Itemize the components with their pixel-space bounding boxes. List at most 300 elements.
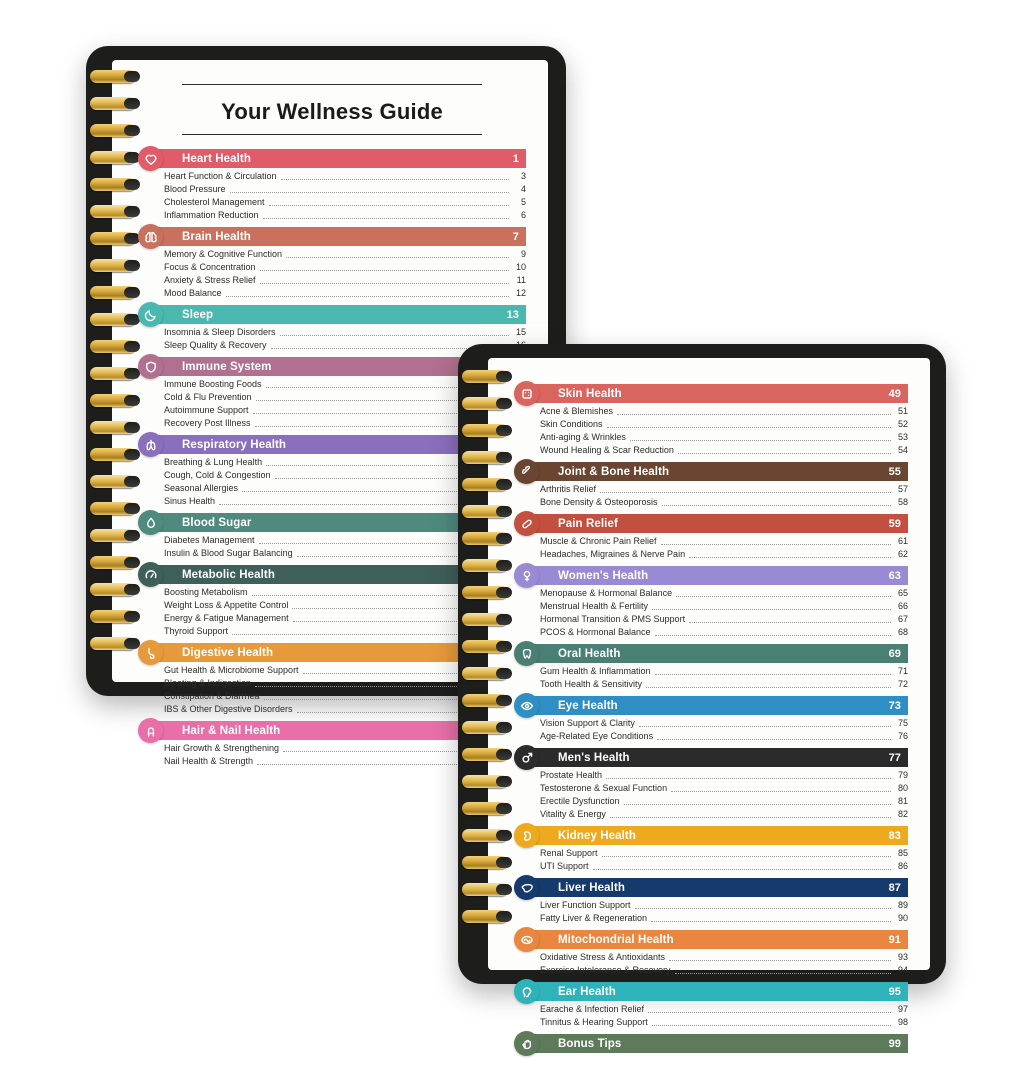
toc-entry-page: 90 — [897, 913, 908, 923]
spiral-ring — [462, 586, 508, 599]
toc-entry[interactable] — [540, 431, 908, 444]
toc-leader-dots — [230, 184, 509, 193]
toc-entry-list — [540, 847, 908, 873]
toc-entry-list — [540, 483, 908, 509]
spiral-ring — [90, 583, 136, 596]
toc-entry-label: Sinus Health — [164, 496, 216, 506]
toc-entry-label: Heart Function & Circulation — [164, 171, 277, 181]
toc-section-title: Kidney Health — [558, 829, 636, 842]
toc-entry-label: Boosting Metabolism — [164, 587, 248, 597]
toc-entry[interactable] — [540, 665, 908, 678]
toc-entry-page: 53 — [897, 432, 908, 442]
spiral-ring — [90, 151, 136, 164]
spiral-ring — [90, 529, 136, 542]
spiral-ring — [90, 286, 136, 299]
spiral-ring — [462, 856, 508, 869]
toc-section-title: Eye Health — [558, 699, 618, 712]
toc-section-header[interactable] — [532, 826, 908, 845]
spiral-ring — [90, 394, 136, 407]
toc-entry-page: 52 — [897, 419, 908, 429]
toc-entry-page: 75 — [897, 718, 908, 728]
droplet-icon — [138, 510, 163, 535]
toc-section — [514, 566, 908, 639]
toc-entry[interactable] — [540, 496, 908, 509]
toc-leader-dots — [652, 1017, 891, 1026]
gauge-icon — [138, 562, 163, 587]
toc-section-bar — [532, 384, 908, 403]
toc-entry-label: Memory & Cognitive Function — [164, 249, 283, 259]
spiral-ring — [462, 775, 508, 788]
toc-entry-page: 58 — [897, 497, 908, 507]
spiral-ring — [90, 637, 136, 650]
toc-section-bar — [156, 227, 526, 246]
spiral-ring — [462, 721, 508, 734]
toc-leader-dots — [600, 484, 891, 493]
toc-leader-dots — [646, 679, 891, 688]
eye-icon — [514, 693, 539, 718]
toc-entry-list — [540, 951, 908, 977]
toc-entry[interactable] — [540, 951, 908, 964]
toc-entry-page: 57 — [897, 484, 908, 494]
toc-section — [514, 644, 908, 691]
toc-entry-label: Earache & Infection Relief — [540, 1004, 645, 1014]
toc-section-title: Brain Health — [182, 230, 251, 243]
toc-entry-label: Energy & Fatigue Management — [164, 613, 289, 623]
spiral-ring — [462, 829, 508, 842]
toc-section-bar — [532, 566, 908, 585]
toc-section-bar — [532, 982, 908, 1001]
toc-section — [514, 748, 908, 821]
spiral-ring — [462, 910, 508, 923]
toc-leader-dots — [662, 497, 891, 506]
toc-leader-dots — [610, 809, 891, 818]
toc-section-header[interactable] — [532, 644, 908, 663]
toc-entry[interactable] — [164, 274, 526, 287]
toc-entry-page: 9 — [520, 249, 526, 259]
toc-entry-label: Wound Healing & Scar Reduction — [540, 445, 674, 455]
toc-section-page: 83 — [888, 829, 901, 842]
toc-entry-label: Insomnia & Sleep Disorders — [164, 327, 276, 337]
spiral-ring — [90, 97, 136, 110]
toc-entry-page: 76 — [897, 731, 908, 741]
shield-icon — [138, 354, 163, 379]
toc-section-page: 7 — [512, 230, 519, 243]
toc-section-page: 59 — [888, 517, 901, 530]
toc-section-header[interactable] — [532, 748, 908, 767]
toc-section-header[interactable] — [156, 305, 526, 324]
toc-entry-label: Skin Conditions — [540, 419, 603, 429]
toc-entry[interactable] — [540, 535, 908, 548]
spiral-ring — [90, 475, 136, 488]
toc-section-title: Respiratory Health — [182, 438, 287, 451]
toc-section-title: Immune System — [182, 360, 272, 373]
toc-leader-dots — [630, 432, 891, 441]
toc-entry[interactable] — [164, 261, 526, 274]
toc-entry-label: Cholesterol Management — [164, 197, 265, 207]
heart-icon — [138, 146, 163, 171]
toc-section-title: Heart Health — [182, 152, 251, 165]
toc-section-page: 1 — [512, 152, 519, 165]
toc-entry-label: Thyroid Support — [164, 626, 229, 636]
toc-entry-list — [540, 587, 908, 639]
toc-section-header[interactable] — [532, 566, 908, 585]
toc-entry-label: Breathing & Lung Health — [164, 457, 263, 467]
spiral-ring — [90, 205, 136, 218]
toc-leader-dots — [648, 1004, 891, 1013]
toc-section-title: Metabolic Health — [182, 568, 275, 581]
toc-entry-label: Tooth Health & Sensitivity — [540, 679, 643, 689]
brain-icon — [138, 224, 163, 249]
toc-leader-dots — [624, 796, 891, 805]
toc-entry-page: 86 — [897, 861, 908, 871]
skin-icon — [514, 381, 539, 406]
toc-leader-dots — [655, 627, 891, 636]
toc-section-bar — [532, 930, 908, 949]
toc-entry[interactable] — [540, 1003, 908, 1016]
toc-entry-label: UTI Support — [540, 861, 589, 871]
toc-entry-list — [540, 1003, 908, 1029]
toc-section-title: Mitochondrial Health — [558, 933, 674, 946]
toc-section-header[interactable] — [532, 462, 908, 481]
spiral-ring — [462, 640, 508, 653]
toc-entry[interactable] — [540, 860, 908, 873]
toc-entry-page: 97 — [897, 1004, 908, 1014]
toc-entry[interactable] — [164, 248, 526, 261]
toc-entry-page: 82 — [897, 809, 908, 819]
toc-leader-dots — [226, 288, 509, 297]
toc-entry-label: Menstrual Health & Fertility — [540, 601, 649, 611]
toc-entry[interactable] — [540, 678, 908, 691]
toc-section-page: 55 — [888, 465, 901, 478]
spiral-ring — [462, 370, 508, 383]
toc-section-title: Women's Health — [558, 569, 649, 582]
toc-entry-label: Bloating & Indigestion — [164, 678, 252, 688]
toc-leader-dots — [652, 601, 891, 610]
toc-entry-label: Constipation & Diarrhea — [164, 691, 260, 701]
toc-entry-page: 11 — [516, 275, 526, 285]
toc-entry-list — [540, 769, 908, 821]
toc-entry-list — [164, 170, 526, 222]
toc-leader-dots — [689, 614, 891, 623]
toc-section — [514, 982, 908, 1029]
toc-entry-label: Exercise Intolerance & Recovery — [540, 965, 671, 975]
toc-entry[interactable] — [540, 626, 908, 639]
spiral-ring — [462, 505, 508, 518]
toc-section — [514, 384, 908, 457]
toc-leader-dots — [606, 770, 891, 779]
toc-entry-label: Insulin & Blood Sugar Balancing — [164, 548, 293, 558]
toc-section-bar — [532, 878, 908, 897]
spiral-ring — [462, 694, 508, 707]
toc-section-title: Joint & Bone Health — [558, 465, 670, 478]
toc-entry-label: Cough, Cold & Congestion — [164, 470, 271, 480]
toc-section-title: Blood Sugar — [182, 516, 252, 529]
toc-section-title: Bonus Tips — [558, 1037, 622, 1050]
toc-entry[interactable] — [540, 587, 908, 600]
spiral-ring — [462, 478, 508, 491]
bandage-icon — [514, 511, 539, 536]
toc-section-title: Men's Health — [558, 751, 630, 764]
toc-entry[interactable] — [540, 795, 908, 808]
toc-leader-dots — [675, 965, 891, 974]
toc-leader-dots — [669, 952, 891, 961]
toc-section-page: 49 — [888, 387, 901, 400]
toc-entry-page: 66 — [897, 601, 908, 611]
spiral-ring — [90, 556, 136, 569]
toc-entry-label: Hormonal Transition & PMS Support — [540, 614, 686, 624]
toc-section-header[interactable] — [532, 878, 908, 897]
toc-section — [514, 878, 908, 925]
toc-entry[interactable] — [540, 548, 908, 561]
toc-entry[interactable] — [540, 717, 908, 730]
toc-section-bar — [532, 748, 908, 767]
toc-entry-list — [540, 665, 908, 691]
moon-icon — [138, 302, 163, 327]
toc-entry-page: 6 — [520, 210, 526, 220]
toc-entry-label: Muscle & Chronic Pain Relief — [540, 536, 657, 546]
toc-section-bar — [532, 514, 908, 533]
toc-section-header[interactable] — [532, 696, 908, 715]
toc-leader-dots — [286, 249, 509, 258]
toc-section-bar — [532, 826, 908, 845]
toc-section-page: 99 — [888, 1037, 901, 1050]
toc-section-header[interactable] — [156, 149, 526, 168]
toc-entry[interactable] — [164, 183, 526, 196]
toc-entry-page: 85 — [897, 848, 908, 858]
toc-leader-dots — [671, 783, 891, 792]
spiral-ring — [90, 502, 136, 515]
toc-entry-page: 3 — [520, 171, 526, 181]
toc-section-bar — [156, 149, 526, 168]
toc-entry-page: 5 — [520, 197, 526, 207]
toc-section — [514, 514, 908, 561]
toc-entry-list — [540, 405, 908, 457]
toc-entry-label: PCOS & Hormonal Balance — [540, 627, 651, 637]
toc-entry-label: Gum Health & Inflammation — [540, 666, 651, 676]
notebook-right — [458, 344, 946, 1050]
toc-section-header[interactable] — [532, 514, 908, 533]
spiral-ring — [90, 367, 136, 380]
hair-icon — [138, 718, 163, 743]
toc-entry[interactable] — [540, 912, 908, 925]
toc-section-page: 77 — [888, 751, 901, 764]
toc-entry-label: Bone Density & Osteoporosis — [540, 497, 658, 507]
toc-section-bar — [156, 305, 526, 324]
toc-entry-page: 81 — [897, 796, 908, 806]
toc-entry-label: Hair Growth & Strengthening — [164, 743, 280, 753]
toc-entry-list — [540, 535, 908, 561]
toc-entry[interactable] — [164, 326, 526, 339]
toc-section — [514, 1034, 908, 1053]
toc-entry[interactable] — [540, 769, 908, 782]
toc-entry-label: Seasonal Allergies — [164, 483, 239, 493]
toc-section-bar — [532, 696, 908, 715]
toc-section-page: 91 — [888, 933, 901, 946]
toc-entry-page: 12 — [515, 288, 526, 298]
toc-section-bar — [532, 644, 908, 663]
toc-section — [138, 227, 526, 300]
spiral-ring — [90, 340, 136, 353]
spiral-ring — [90, 259, 136, 272]
toc-entry-page: 67 — [897, 614, 908, 624]
toc-entry-label: Anti-aging & Wrinkles — [540, 432, 626, 442]
toc-entry-label: Fatty Liver & Regeneration — [540, 913, 648, 923]
toc-entry-page: 65 — [897, 588, 908, 598]
female-icon — [514, 563, 539, 588]
toc-entry-label: Focus & Concentration — [164, 262, 256, 272]
toc-leader-dots — [657, 731, 891, 740]
toc-entry[interactable] — [540, 405, 908, 418]
toc-section-title: Hair & Nail Health — [182, 724, 281, 737]
spiral-ring — [462, 559, 508, 572]
toc-entry[interactable] — [164, 196, 526, 209]
toc-section-header[interactable] — [156, 227, 526, 246]
toc-entry-page: 4 — [520, 184, 526, 194]
toc-entry[interactable] — [540, 808, 908, 821]
spiral-ring — [462, 532, 508, 545]
spiral-ring — [90, 448, 136, 461]
toc-section-title: Oral Health — [558, 647, 621, 660]
toc-entry-label: Nail Health & Strength — [164, 756, 254, 766]
toc-section-title: Liver Health — [558, 881, 626, 894]
toc-entry-label: Inflammation Reduction — [164, 210, 259, 220]
spiral-binding-left — [86, 46, 142, 696]
toc-leader-dots — [678, 445, 891, 454]
toc-entry-label: Gut Health & Microbiome Support — [164, 665, 299, 675]
toc-entry-list — [540, 717, 908, 743]
toc-entry-page: 72 — [897, 679, 908, 689]
toc-entry-label: Diabetes Management — [164, 535, 255, 545]
toc-leader-dots — [651, 913, 891, 922]
toc-leader-dots — [617, 406, 891, 415]
toc-entry[interactable] — [540, 1016, 908, 1029]
toc-section-page: 69 — [888, 647, 901, 660]
bone-icon — [514, 459, 539, 484]
spiral-ring — [90, 178, 136, 191]
toc-entry[interactable] — [540, 730, 908, 743]
toc-entry[interactable] — [540, 613, 908, 626]
ear-icon — [514, 979, 539, 1004]
toc-entry-label: Vision Support & Clarity — [540, 718, 635, 728]
spiral-ring — [90, 124, 136, 137]
toc-section-bar — [532, 462, 908, 481]
toc-section-title: Digestive Health — [182, 646, 274, 659]
toc-entry[interactable] — [540, 964, 908, 977]
toc-entry-page: 80 — [897, 783, 908, 793]
toc-section — [514, 696, 908, 743]
toc-entry[interactable] — [540, 600, 908, 613]
toc-leader-dots — [607, 419, 891, 428]
toc-leader-dots — [260, 275, 509, 284]
right-toc — [514, 384, 908, 1053]
toc-leader-dots — [639, 718, 891, 727]
hand-icon — [514, 1031, 539, 1056]
toc-entry-label: IBS & Other Digestive Disorders — [164, 704, 293, 714]
toc-entry-label: Immune Boosting Foods — [164, 379, 262, 389]
toc-entry-page: 51 — [897, 406, 908, 416]
toc-entry-page: 61 — [897, 536, 908, 546]
toc-entry-page: 89 — [897, 900, 908, 910]
toc-entry-label: Tinnitus & Hearing Support — [540, 1017, 648, 1027]
spiral-binding-right — [458, 344, 514, 984]
toc-section-header[interactable] — [532, 1034, 908, 1053]
male-icon — [514, 745, 539, 770]
toc-section-page: 63 — [888, 569, 901, 582]
toc-entry[interactable] — [540, 418, 908, 431]
spiral-ring — [90, 232, 136, 245]
toc-leader-dots — [661, 536, 891, 545]
tooth-icon — [514, 641, 539, 666]
toc-section-title: Ear Health — [558, 985, 616, 998]
toc-entry-label: Age-Related Eye Conditions — [540, 731, 654, 741]
spiral-ring — [90, 610, 136, 623]
toc-entry-label: Liver Function Support — [540, 900, 631, 910]
toc-entry-label: Autoimmune Support — [164, 405, 249, 415]
toc-leader-dots — [263, 210, 509, 219]
spiral-ring — [462, 397, 508, 410]
right-page — [488, 358, 930, 1050]
toc-entry[interactable] — [540, 899, 908, 912]
toc-entry[interactable] — [164, 287, 526, 300]
toc-section-header[interactable] — [532, 384, 908, 403]
toc-leader-dots — [655, 666, 891, 675]
liver-icon — [514, 875, 539, 900]
toc-leader-dots — [602, 848, 891, 857]
spiral-ring — [462, 451, 508, 464]
toc-leader-dots — [260, 262, 509, 271]
toc-leader-dots — [635, 900, 891, 909]
toc-entry-page: 62 — [897, 549, 908, 559]
page-title: Your Wellness Guide — [182, 84, 482, 135]
lungs-icon — [138, 432, 163, 457]
toc-leader-dots — [281, 171, 509, 180]
toc-section-title: Skin Health — [558, 387, 622, 400]
spiral-ring — [462, 613, 508, 626]
toc-section-page: 95 — [888, 985, 901, 998]
toc-entry-label: Sleep Quality & Recovery — [164, 340, 267, 350]
toc-entry[interactable] — [540, 483, 908, 496]
toc-section-header[interactable] — [532, 982, 908, 1001]
spiral-ring — [90, 70, 136, 83]
toc-entry[interactable] — [540, 444, 908, 457]
toc-entry-label: Renal Support — [540, 848, 598, 858]
spiral-ring — [90, 421, 136, 434]
toc-section-page: 87 — [888, 881, 901, 894]
toc-entry-page: 10 — [515, 262, 526, 272]
toc-entry-page: 71 — [897, 666, 908, 676]
toc-entry[interactable] — [540, 782, 908, 795]
toc-entry-label: Blood Pressure — [164, 184, 226, 194]
toc-entry-label: Erectile Dysfunction — [540, 796, 620, 806]
toc-entry-label: Prostate Health — [540, 770, 603, 780]
spiral-ring — [462, 424, 508, 437]
toc-entry-label: Testosterone & Sexual Function — [540, 783, 668, 793]
toc-entry[interactable] — [164, 209, 526, 222]
toc-entry-label: Cold & Flu Prevention — [164, 392, 252, 402]
toc-entry-page: 94 — [897, 965, 908, 975]
toc-entry[interactable] — [540, 847, 908, 860]
toc-entry-page: 68 — [897, 627, 908, 637]
kidney-icon — [514, 823, 539, 848]
cell-icon — [514, 927, 539, 952]
toc-section-title: Pain Relief — [558, 517, 618, 530]
toc-entry[interactable] — [164, 170, 526, 183]
toc-section — [514, 826, 908, 873]
toc-section-header[interactable] — [532, 930, 908, 949]
toc-leader-dots — [689, 549, 891, 558]
toc-section — [514, 930, 908, 977]
toc-leader-dots — [269, 197, 509, 206]
